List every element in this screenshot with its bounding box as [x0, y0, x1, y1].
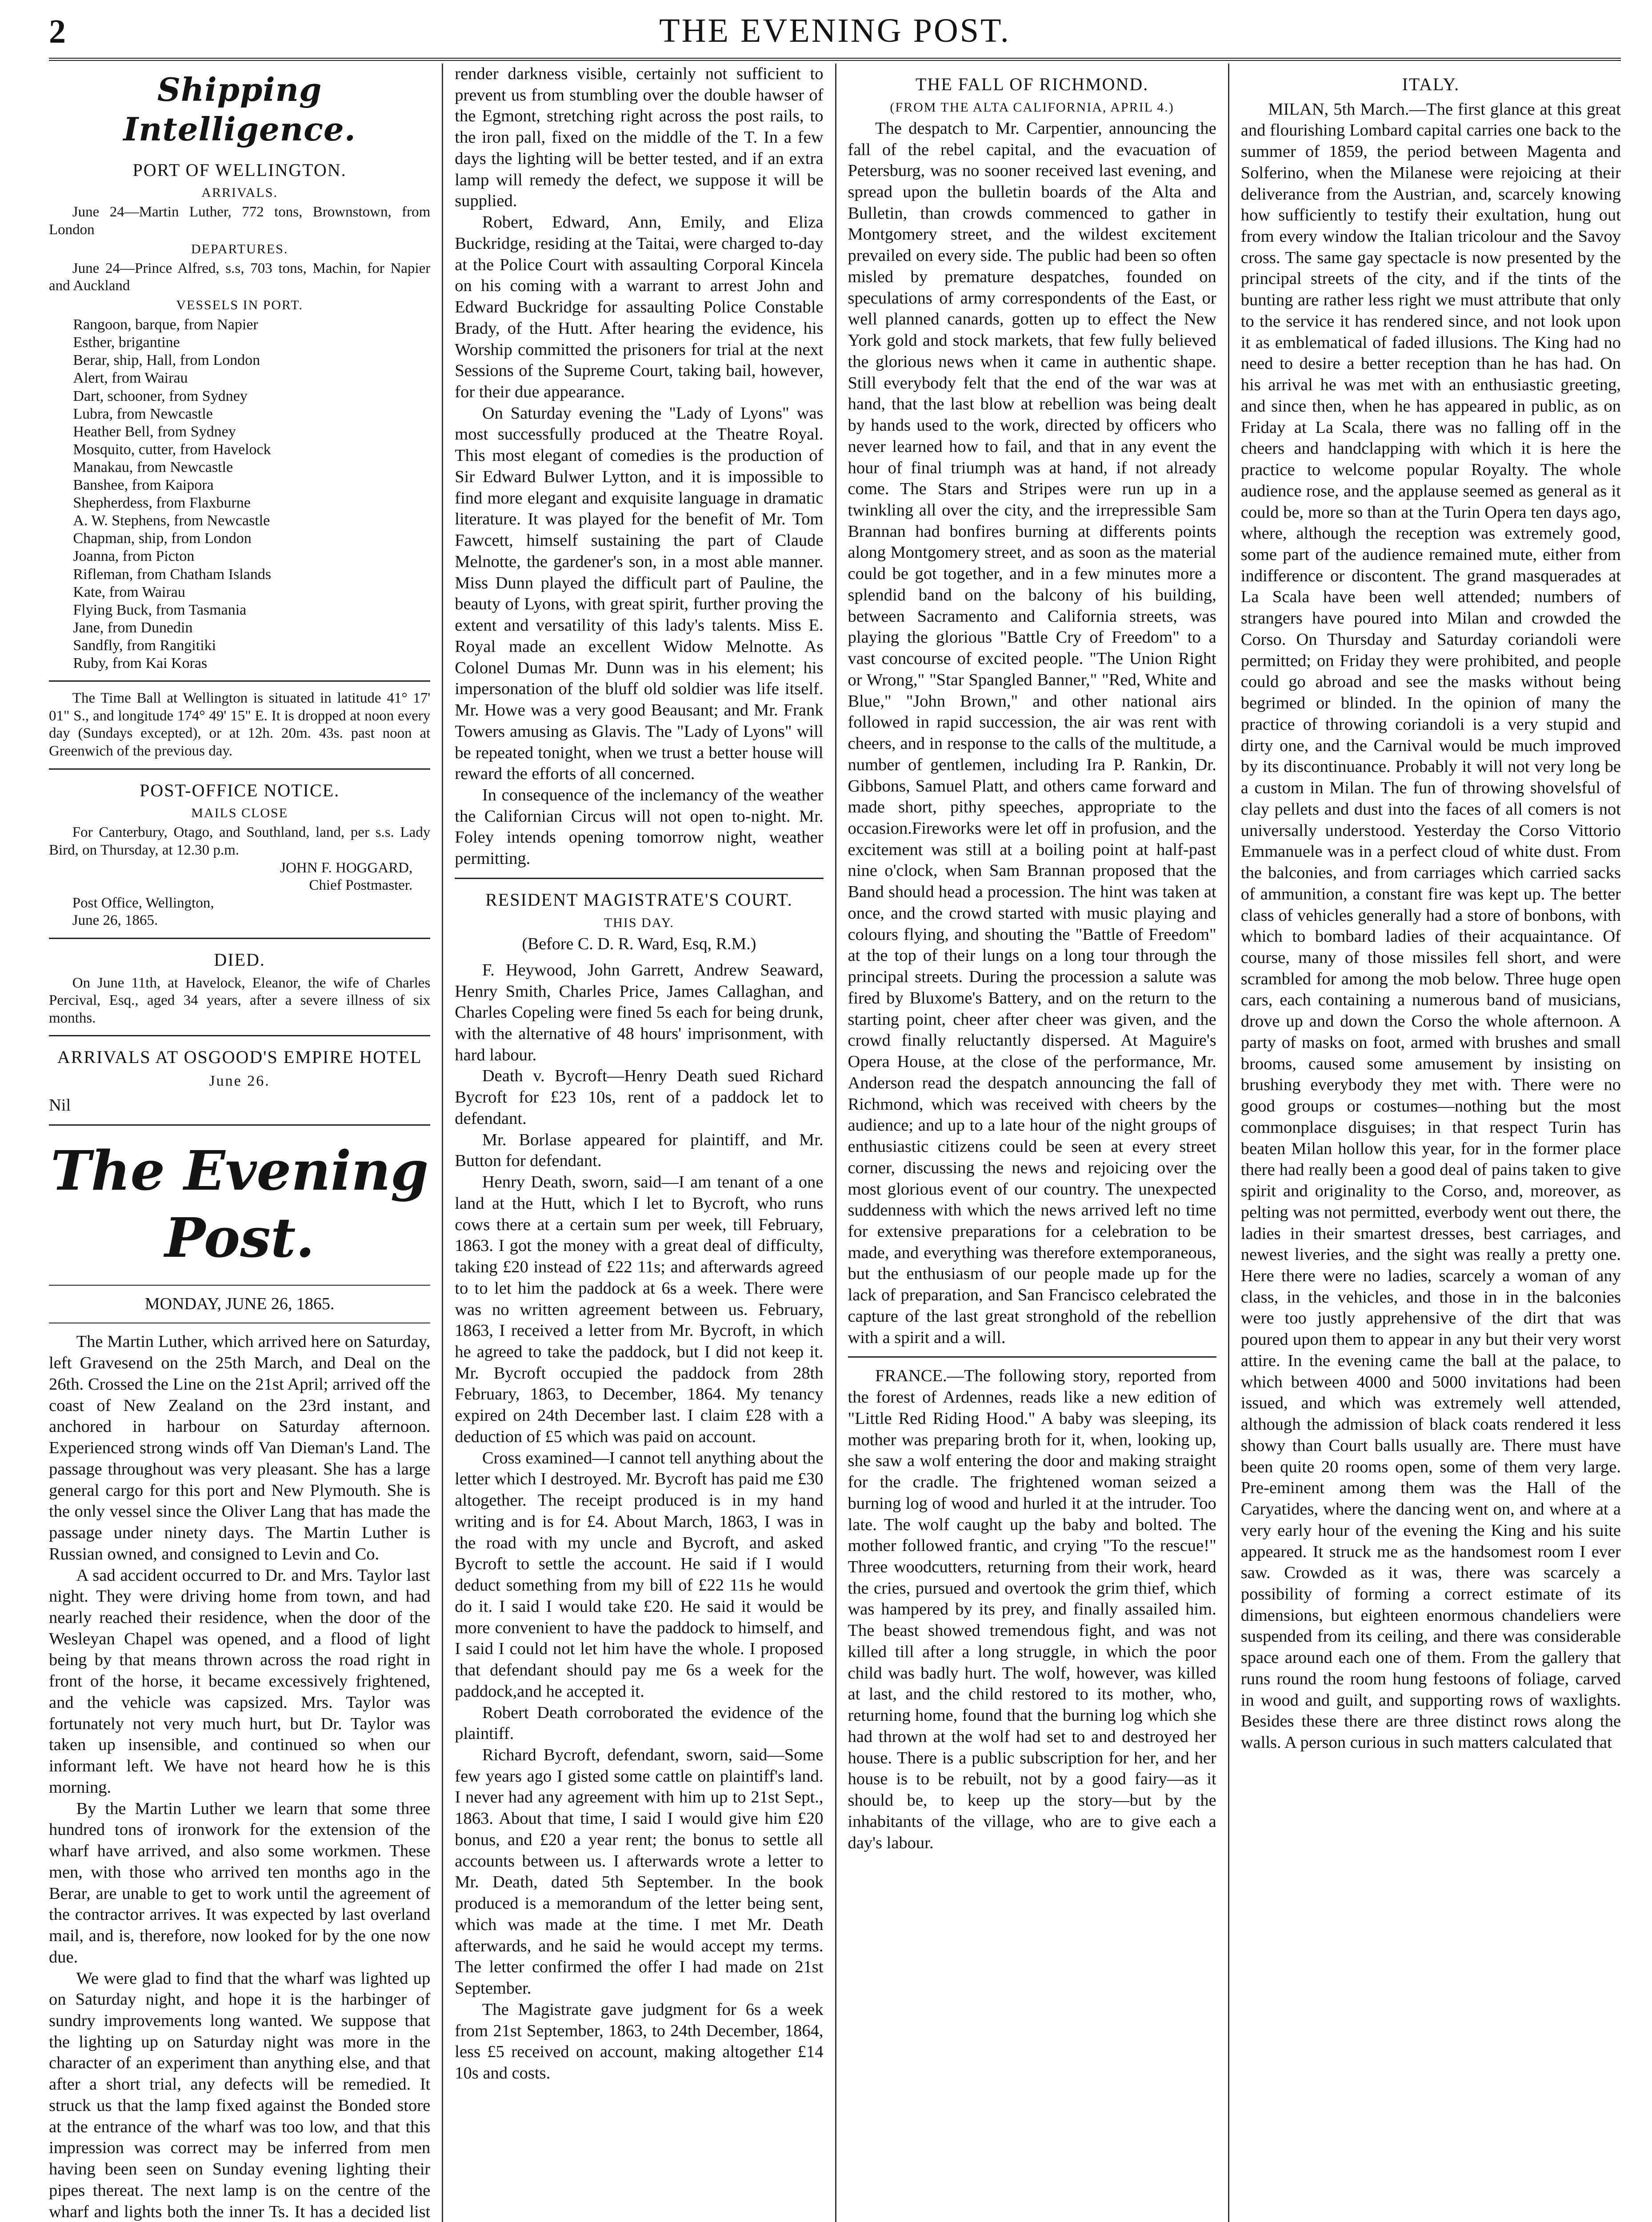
court-paragraph: Cross examined—I cannot tell anything about the letter which I destroyed. Mr. Bycroft has paid me £30 altogether. The receipt produced is in my hand writing and is for £4. About March, 1863, I was in the road with my uncle and Bycroft, and asked Bycroft to settle the account. He said if I would deduct something from my bill of £22 11s he would do it. I said I would take £20. He said it would be more convenient to have the paddock to himself, and I said I could not let him have the whole. I proposed that defendant should pay me 6s a week for the paddock,and he accepted it. — [455, 1448, 824, 1701]
vessel-item: Mosquito, cutter, from Havelock — [73, 441, 271, 458]
divider — [49, 1035, 430, 1036]
richmond-source: (FROM THE ALTA CALIFORNIA, APRIL 4.) — [890, 100, 1174, 115]
court-bench: (Before C. D. R. Ward, Esq, R.M.) — [522, 934, 756, 953]
divider — [49, 680, 430, 682]
divider — [49, 768, 430, 770]
postmaster-name: JOHN F. HOGGARD, — [280, 859, 413, 876]
column-1 — [49, 64, 442, 2222]
article-columns — [49, 64, 1621, 2222]
court-paragraph: Mr. Borlase appeared for plaintiff, and Mr. Button for defendant. — [455, 1130, 824, 1171]
divider — [49, 1285, 430, 1286]
vessel-item: Heather Bell, from Sydney — [73, 423, 236, 440]
france-paragraph: FRANCE.—The following story, reported from the forest of Ardennes, reads like a new edition of "Little Red Riding Hood." A baby was sleeping, its mother was preparing broth for it, when, looking up, she saw a wolf entering the door and making straight for the cradle. The frightened woman seized a burning log of wood and hurled it at the intruder. Too late. The wolf caught up the baby and bolted. The mother followed frantic, and crying "To the rescue!" Three woodcutters, returning from their work, heard the cries, pursued and overtook the grim thief, which was hampered by its prey, and finally assailed him. The beast showed tremendous fight, and was not killed till after a long struggle, in which the poor child was badly hurt. The wolf, however, was killed at last, and the child restored to its mother, who, returning home, found that the burning log which she had thrown at the wolf had set to and destroyed her house. There is a public subscription for her, and her house is to be rebuilt, not by a good fairy—as it should be, to keep up the story—but by the inhabitants of the village, who are to give each a day's labour. — [848, 1367, 1216, 1852]
hotel-arrivals-date: June 26. — [209, 1072, 270, 1089]
vessel-item: Kate, from Wairau — [73, 583, 185, 600]
arrivals-label: ARRIVALS. — [201, 185, 278, 200]
vessel-item: Banshee, from Kaipora — [73, 477, 214, 494]
italy-heading: ITALY. — [1402, 74, 1460, 94]
newspaper-title: THE EVENING POST. — [659, 12, 1011, 49]
post-office-body: For Canterbury, Otago, and Southland, land, per s.s. Lady Bird, on Thursday, at 12.30 p.m. — [49, 824, 431, 858]
court-paragraph: Richard Bycroft, defendant, sworn, said—Some few years ago I gisted some cattle on plaintiff's land. I never had any agreement with him up to 21st Sept., 1863. About that time, I said I would give him £20 bonus, and £20 a year rent; the bonus to settle all accounts between us. I afterwards wrote a letter to Mr. Death, dated 5th September. In the book produced is a memorandum of the letter being sent, which was made at the time. I met Mr. Death afterwards, and he said he would accept my terms. The letter confirmed the offer I had made on 21st September. — [455, 1745, 824, 1998]
vessel-item: Jane, from Dunedin — [73, 619, 193, 636]
richmond-heading: THE FALL OF RICHMOND. — [916, 74, 1149, 94]
page-header — [49, 0, 1621, 61]
court-heading: RESIDENT MAGISTRATE'S COURT. — [485, 889, 793, 910]
departure-entry: June 24—Prince Alfred, s.s, 703 tons, Machin, for Napier and Auckland — [49, 260, 431, 294]
port-heading: PORT OF WELLINGTON. — [132, 160, 347, 180]
vessel-item: Dart, schooner, from Sydney — [73, 388, 248, 404]
column-4 — [1228, 64, 1621, 2222]
vessel-item: Joanna, from Picton — [73, 548, 195, 565]
vessel-item: Flying Buck, from Tasmania — [73, 601, 247, 618]
local-news-paragraph: In consequence of the inclemancy of the weather the Californian Circus will not open to-night. Mr. Foley intends opening tomorrow night, weather permitting. — [455, 785, 824, 868]
evening-post-masthead: The Evening Post. — [51, 1138, 429, 1270]
divider — [49, 1124, 430, 1126]
italy-paragraph: MILAN, 5th March.—The first glance at this great and flourishing Lombard capital carries one back to the summer of 1859, the period between Magenta and Solferino, when the Milanese were rejoicing at their deliverance from the Austrian, and, scarcely knowing how sufficiently to testify their exultation, hung out from every window the Italian tricolour and the Savoy cross. The same gay spectacle is now presented by the principal streets of the city, and if the tints of the bunting are rather less right we must attribute that only to the service it has rendered since, and not look upon it as emblematical of faded illusions. The King had no need to desire a better reception than he has had. On his arrival he was met with an enthusiastic greeting, and since then, when he has appeared in public, as on Friday at La Scala, there was no falling off in the cheers and handclapping with which it is here the practice to welcome popular Royalty. The whole audience rose, and the applause seemed as general as it could be, more so than at the Turin Opera ten days ago, where, although the reception was extremely good, some part of the audience remained mute, either from indifference or discontent. The grand masquerades at La Scala have been well attended; numbers of strangers have poured into Milan and crowded the Corso. On Thursday and Saturday coriandoli were permitted; on Friday they were prohibited, and people could go abroad and see the masks without being begrimed or blinded. In the opinion of many the practice of throwing coriandoli is a very stupid and dirty one, and the Carnival would be much improved by its discontinuance. Probably it will not very long be a custom in Milan. The fun of throwing shovelsful of clay pellets and dust into the faces of all comers is not universally understood. Yesterday the Corso Vittorio Emmanuele was in a perfect cloud of white dust. From the balconies, and from carriages which carried sacks of ammunition, a constant fire was kept up. The better class of vehicles generally had a store of bonbons, with which to bombard ladies of their acquaintance. Of course, many of those missiles fell short, and were scrambled for among the mob below. Three huge open cars, each containing a numerous band of musicians, drove up and down the Corso the whole afternoon. A party of masks on foot, armed with brushes and small brooms, caused some amusement by insisting on brushing everybody they met with. There were no good groups or costumes—nothing but the most commonplace disguises; in that respect Turin has beaten Milan hollow this year, for in the former place there had really been a good deal of pains taken to give spirit and originality to the Corso, and, moreover, as pelting was not permitted, everbody went out there, the ladies in their smartest dresses, best carriages, and newest liveries, and the sight was really a pretty one. Here there were no ladies, scarcely a woman of any class, in the vehicles, and those in in the balconies were too justly apprehensive of the dirt that was poured upon them to appear in any but their very worst attire. In the evening came the ball at the palace, to which between 4000 and 5000 invitations had been issued, and which was extremely well attended, although the admission of black coats rendered it less showy than Court balls usually are. There must have been quite 20 rooms open, some of them very large. Pre-eminent among them was the Hall of the Caryatides, where the dancing went on, and where at a very early hour of the evening the King and his suite appeared. It struck me as the handsomest room I ever saw. Crowded as it was, there was scarcely a possibility of forming a correct estimate of its dimensions, but eighteen enormous chandeliers were suspended from its ceiling, and there was considerable space around each one of them. From the gallery that runs round the room hung festoons of foliage, carved in wood and guilt, and supporting rows of waxlights. Besides these there are three distinct rows along the walls. A person curious in such matters calculated that — [1240, 100, 1621, 1752]
column-3 — [835, 64, 1228, 2222]
court-paragraph: Henry Death, sworn, said—I am tenant of a one land at the Hutt, which I let to Bycroft, who runs cows there at a certain sum per week, till February, 1863. I got the money with a great deal of difficulty, taking £20 instead of £22 11s; and afterwards agreed to to let him the paddock at 6s a week. There were was no written agreement between us. February, 1863, I received a letter from Mr. Bycroft, in which he agreed to take the paddock, but I did not keep it. Mr. Bycroft occupied the paddock from 28th February, 1863, to December, 1864. My tenancy expired on 24th December last. I claim £28 with a deduction of £5 which was paid on account. — [455, 1173, 824, 1446]
divider — [848, 1356, 1216, 1358]
vessel-item: Chapman, ship, from London — [73, 530, 252, 547]
local-news-paragraph: Robert, Edward, Ann, Emily, and Eliza Buckridge, residing at the Taitai, were charged to-day at the Police Court with assaulting Corporal Kincela on his coming with a warrant to arrest John and Edward Buckridge for assaulting Police Constable Brady, of the Hutt. After hearing the evidence, his Worship committed the prisoners for trial at the next Sessions of the Supreme Court, taking bail, however, for their due appearance. — [455, 213, 824, 402]
vessel-item: Sandfly, from Rangitiki — [73, 637, 216, 654]
vessel-item: Berar, ship, Hall, from London — [73, 352, 260, 369]
postmaster-title: Chief Postmaster. — [309, 877, 413, 894]
departures-label: DEPARTURES. — [191, 241, 288, 256]
shipping-heading: Shipping Intelligence. — [123, 71, 356, 148]
vessel-item: Rangoon, barque, from Napier — [73, 316, 258, 333]
time-ball-notice: The Time Ball at Wellington is situated in latitude 41° 17' 01" S., and longitude 174° 49' 15" E. It is dropped at noon every day (Sundays excepted), or at 12h. 20m. 43s. past noon at Greenwich of the previous day. — [49, 690, 431, 759]
vessel-item: Alert, from Wairau — [73, 370, 188, 387]
divider — [455, 878, 823, 879]
editorial-paragraph: A sad accident occurred to Dr. and Mrs. Taylor last night. They were driving home from town, and had nearly reached their residence, when the door of the Wesleyan Chapel was opened, and a flood of light being by that means thrown across the road right in front of the horse, it became excessively frightened, and the vehicle was capsized. Mrs. Taylor was fortunately not very much hurt, but Dr. Taylor was taken up insensible, and continued so when our informant left. We have not heard how he is this morning. — [49, 1566, 431, 1797]
court-paragraph: Robert Death corroborated the evidence of the plaintiff. — [455, 1703, 824, 1743]
court-subheading: THIS DAY. — [604, 915, 674, 930]
editorial-paragraph: By the Martin Luther we learn that some three hundred tons of ironwork for the extension of the wharf have arrived, and also some workmen. These men, with those who arrived ten months ago in the Berar, are unable to get to work until the agreement of the contractor arrives. It was expected by last overland mail, and is, therefore, now looked for by the one now due. — [49, 1799, 431, 1966]
divider — [49, 938, 430, 939]
court-paragraph: The Magistrate gave judgment for 6s a week from 21st September, 1863, to 24th December, 1864, less £5 received on account, making altogether £14 10s and costs. — [455, 2000, 824, 2082]
mails-close-label: MAILS CLOSE — [191, 806, 288, 821]
vessels-in-port-label: VESSELS IN PORT. — [176, 297, 303, 312]
vessel-item: Esther, brigantine — [73, 334, 180, 351]
vessel-item: Lubra, from Newcastle — [73, 405, 213, 422]
vessel-item: Shepherdess, from Flaxburne — [73, 495, 251, 512]
editorial-paragraph: We were glad to find that the wharf was lighted up on Saturday night, and hope it is the harbinger of sundry improvements long wanted. We suppose that the lighting up on Saturday night was more in the character of an experiment than anything else, and that after a short trial, any defects will be remedied. It struck us that the lamp fixed against the Bonded store at the entrance of the wharf was too low, and that this impression was correct may be inferred from men having been seen on Sunday evening lighting their pipes thereat. The next lamp is on the centre of the wharf and lights both the inner Ts. It has a decided list — [49, 1969, 431, 2221]
vessel-item: A. W. Stephens, from Newcastle — [73, 512, 270, 529]
hotel-arrivals-heading: ARRIVALS AT OSGOOD'S EMPIRE HOTEL — [57, 1047, 422, 1067]
column-2 — [442, 64, 835, 2222]
vessel-item: Rifleman, from Chatham Islands — [73, 566, 272, 583]
hotel-arrivals-body: Nil — [49, 1096, 71, 1115]
page-number: 2 — [49, 13, 66, 50]
court-paragraph: F. Heywood, John Garrett, Andrew Seaward, Henry Smith, Charles Price, James Callaghan, and Charles Copeling were fined 5s each for being drunk, with the alternative of 48 hours' imprisonment, with hard labour. — [455, 960, 824, 1064]
court-paragraph: Death v. Bycroft—Henry Death sued Richard Bycroft for £23 10s, rent of a paddock let to defendant. — [455, 1067, 824, 1128]
died-notice: On June 11th, at Havelock, Eleanor, the wife of Charles Percival, Esq., aged 34 years, after a severe illness of six months. — [49, 975, 431, 1026]
richmond-paragraph: The despatch to Mr. Carpentier, announcing the fall of the rebel capital, and the evacuation of Petersburg, was no sooner received last evening, and spread upon the bulletin boards of the Alta and Bulletin, than crowds commenced to gather in Montgomery street, and the wildest excitement prevailed on every side. The public had been so often misled by premature despatches, founded on speculations of army correspondents of the East, or well planned canards, gotten up to effect the New York gold and stock markets, that few fully believed the glorious news when it came in authentic shape. Still everybody felt that the end of the war was at hand, that the last blow at rebellion was being dealt by hands used to the work, directed by officers who never learned how to fail, and that in any event the hour of final triumph was at hand, if not already come. The Stars and Stripes were run up in a twinkling all over the city, and the irrepressible Sam Brannan had bonfires burning at differents points along Montgomery street, and as soon as the material could be got together, and in a few minutes more a splendid band on the balcony of his building, between Sacramento and California streets, was playing the glorious "Battle Cry of Freedom" to a vast concourse of excited people. "The Union Right or Wrong," "Star Spangled Banner," "Red, White and Blue," "John Brown," and other national airs followed in rapid succession, the air was rent with cheers, and in response to the calls of the multitude, a number of gentlemen, including Ira P. Rankin, Dr. Gibbons, Samuel Platt, and others came forward and made short, pithy speeches, appropriate to the occasion.Fireworks were let off in profusion, and the excitement was still at a boiling point at half-past nine o'clock, when Sam Brannan proposed that the Band should head a procession. The hint was taken at once, and the crowd started with music playing and colours flying, and shouting the "Battle of Freedom" at the top of their lungs on a long tour through the principal streets. During the procession a salute was fired by Bluxome's Battery, and on the return to the starting point, cheer after cheer was given, and the crowd finally reluctantly dispersed. At Maguire's Opera House, at the close of the performance, Mr. Anderson read the despatch announcing the fall of Richmond, which was received with cheers by the audience; and up to a late hour of the night groups of enthusiastic citizens could be seen at every street corner, discussing the news and rejoicing over the most glorious event of our country. The unexpected suddenness with which the news arrived left no time for extensive preparations for a celebration to be made, and everything was therefore extemporaneous, but the enthusiasm of our people made up for the lack of preparation, and San Francisco celebrated the capture of the last great stronghold of the rebellion with a spirit and a will. — [848, 119, 1216, 1347]
post-office-place: Post Office, Wellington, — [72, 895, 214, 911]
vessel-item: Ruby, from Kai Koras — [73, 655, 208, 672]
vessel-item: Manakau, from Newcastle — [73, 459, 233, 476]
local-news-paragraph: render darkness visible, certainly not sufficient to prevent us from stumbling over the double hawser of the Egmont, stretching right across the post rails, to the iron pall, fixed on the middle of the T. In a few days the lighting will be better tested, and if an extra lamp will remedy the defect, we suppose it will be supplied. — [455, 64, 824, 211]
arrival-entry: June 24—Martin Luther, 772 tons, Brownstown, from London — [49, 204, 431, 238]
local-news-paragraph: On Saturday evening the "Lady of Lyons" was most successfully produced at the Theatre Royal. This most elegant of comedies is the production of Sir Edward Bulwer Lytton, and it is impossible to find more elegant and exquisite language in dramatic literature. It was played for the benefit of Mr. Tom Fawcett, himself sustaining the part of Claude Melnotte, the gardener's son, in a most able manner. Miss Dunn played the difficult part of Pauline, the beauty of Lyons, with great spirit, further proving the extent and versatility of this lady's talents. Miss E. Royal made an excellent Widow Melnotte. As Colonel Dumas Mr. Dunn was in his element; his impersonation of the bluff old soldier was life itself. Mr. Howe was a very good Beausant; and Mr. Frank Towers amusing as Glavis. The "Lady of Lyons" will be repeated tonight, when we trust a better house will reward the efforts of all concerned. — [455, 404, 824, 783]
vessel-list — [49, 316, 430, 672]
post-office-heading: POST-OFFICE NOTICE. — [140, 780, 340, 800]
post-office-date: June 26, 1865. — [72, 912, 158, 929]
died-heading: DIED. — [214, 949, 265, 970]
editorial-paragraph: The Martin Luther, which arrived here on Saturday, left Gravesend on the 25th March, and Deal on the 26th. Crossed the Line on the 21st April; arrived off the coast of New Zealand on the 23rd instant, and anchored in harbour on Saturday afternoon. Experienced strong winds off Van Dieman's Land. The passage throughout was very pleasant. She has a large general cargo for this port and New Plymouth. She is the only vessel since the Oliver Lang that has made the passage under ninety days. The Martin Luther is Russian owned, and consigned to Levin and Co. — [49, 1332, 431, 1563]
issue-dateline: MONDAY, JUNE 26, 1865. — [144, 1295, 335, 1314]
